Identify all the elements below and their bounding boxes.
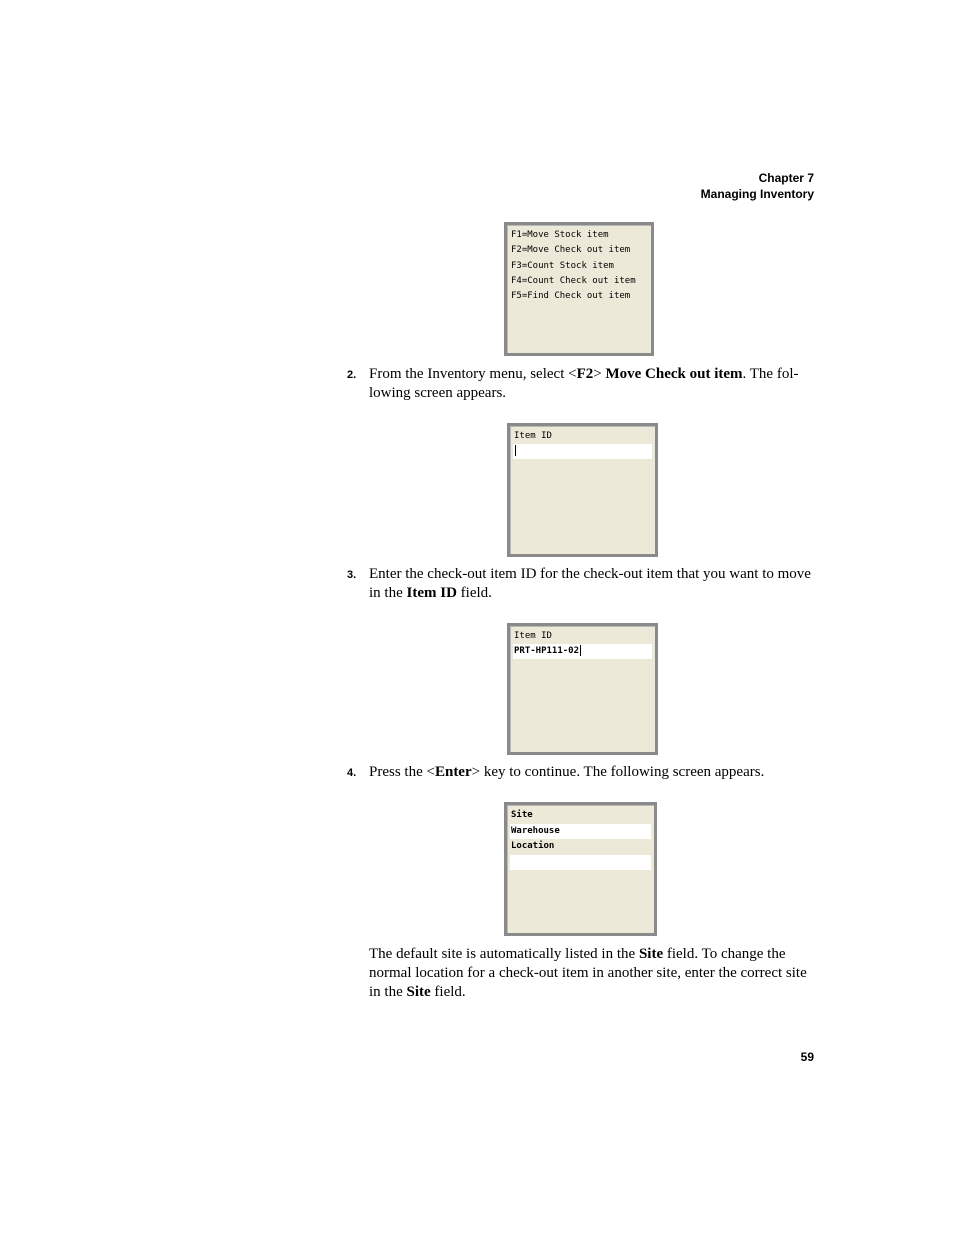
note-text: field. [430, 984, 466, 1000]
step-number: 3. [347, 569, 357, 581]
menu-item-find-check-out[interactable]: F5=Find Check out item [511, 291, 631, 301]
step-text: . The fol-lowing screen appears. [369, 366, 799, 401]
item-id-input[interactable] [513, 644, 652, 659]
note-text: The default site is automatically listed in the [369, 946, 639, 962]
site-input[interactable]: Warehouse [510, 824, 651, 839]
menu-option-label: Move Check out item [605, 366, 743, 382]
key-label: Enter [434, 764, 472, 780]
chapter-title: Managing Inventory [700, 187, 814, 201]
menu-item-count-stock[interactable]: F3=Count Stock item [511, 261, 614, 271]
field-name: Site [406, 984, 431, 1000]
step-number: 4. [347, 767, 357, 779]
step-2 [347, 365, 817, 403]
step-3 [347, 565, 817, 603]
menu-item-move-check-out[interactable]: F2=Move Check out item [511, 245, 631, 255]
note-text: field. To change the normal location for a check-out item in another site, enter the correct site in the [369, 946, 807, 1000]
inventory-menu-screen [504, 222, 654, 356]
page-number: 59 [800, 1050, 814, 1064]
step-text: From the Inventory menu, select < [369, 366, 577, 382]
text-cursor [580, 645, 581, 656]
step-text: Press the < [369, 764, 435, 780]
menu-item-move-stock[interactable]: F1=Move Stock item [511, 230, 609, 240]
item-id-label: Item ID [514, 631, 552, 641]
item-id-screen-filled [507, 623, 658, 755]
key-label: F2 [576, 366, 594, 382]
location-input[interactable] [510, 855, 651, 870]
step-text: field. [456, 585, 492, 601]
item-id-label: Item ID [514, 431, 552, 441]
site-location-screen [504, 802, 657, 936]
item-id-value: PRT-HP111-02 [514, 646, 580, 656]
item-id-screen-empty [507, 423, 658, 557]
step-number: 2. [347, 369, 357, 381]
step-text: > [593, 366, 606, 382]
field-name: Item ID [406, 585, 457, 601]
item-id-input[interactable] [513, 444, 652, 459]
field-name: Site [638, 946, 664, 962]
menu-item-count-check-out[interactable]: F4=Count Check out item [511, 276, 636, 286]
location-label: Location [511, 841, 555, 851]
chapter-label: Chapter 7 [758, 171, 814, 185]
step-text: > key to continue. The following screen appears. [471, 764, 765, 780]
step-text: Enter the check-out item ID for the check-out item that you want to move in the [369, 566, 811, 601]
site-label: Site [511, 810, 533, 820]
step-4 [347, 763, 817, 782]
default-site-note [369, 945, 819, 1002]
text-cursor [515, 445, 516, 456]
